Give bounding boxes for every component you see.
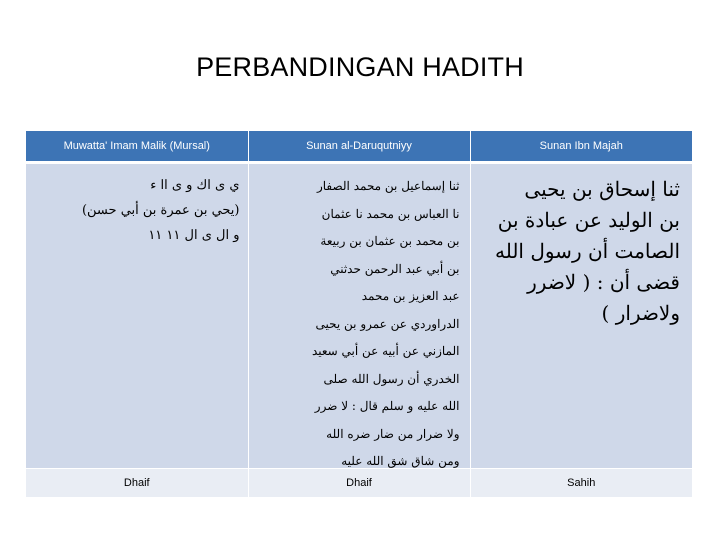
daruqutni-text: [249, 164, 470, 468]
header-ibn-majah: Sunan Ibn Majah: [470, 131, 692, 163]
text-line: الله عليه و سلم قال : لا ضرر: [314, 399, 460, 413]
ibn-majah-text: [471, 164, 693, 468]
text-line: ولاضرار ): [601, 301, 680, 325]
header-row: [26, 131, 692, 163]
text-line: (يحي بن عمرة بن أبي حسن): [81, 203, 240, 218]
grade-daruqutni: Dhaif: [248, 469, 470, 498]
text-line: نا العباس بن محمد نا عثمان: [321, 206, 460, 221]
header-muwatta: Muwatta' Imam Malik (Mursal): [26, 131, 248, 163]
daruqutni-cell: [248, 163, 470, 469]
comparison-table: [26, 131, 692, 498]
text-line: المازني عن أبيه عن أبي سعيد: [311, 344, 460, 358]
text-line: و ال ى ال ١١ ١١: [148, 228, 240, 243]
text-line: بن أبي عبد الرحمن حدثني: [330, 261, 460, 276]
text-line: ثنا إسحاق بن يحيى: [524, 177, 680, 201]
muwatta-text: [26, 164, 248, 468]
text-line: قضى أن : ( لاضرر: [527, 270, 680, 294]
page-title: PERBANDINGAN HADITH: [196, 52, 524, 82]
text-line: ي ى اك و ى اا ء: [150, 178, 240, 193]
text-row: [26, 163, 692, 469]
text-line: الصامت أن رسول الله: [494, 239, 680, 263]
text-line: ولا ضرار من ضار ضره الله: [326, 426, 460, 441]
text-line: عبد العزيز بن محمد: [361, 289, 460, 303]
grade-ibn-majah: Sahih: [470, 469, 692, 498]
header-daruqutni: Sunan al-Daruqutniyy: [248, 131, 470, 163]
text-line: الدراوردي عن عمرو بن يحيى: [315, 316, 460, 331]
text-line: الخدري أن رسول الله صلى: [323, 371, 460, 386]
ibn-majah-cell: [470, 163, 692, 469]
text-line: بن الوليد عن عبادة بن: [497, 208, 680, 232]
grade-muwatta: Dhaif: [26, 469, 248, 498]
text-line: بن محمد بن عثمان بن ربيعة: [320, 234, 460, 248]
muwatta-cell: [26, 163, 248, 469]
text-line: ثنا إسماعيل بن محمد الصفار: [316, 179, 460, 193]
text-line: ومن شاق شق الله عليه: [341, 454, 460, 468]
